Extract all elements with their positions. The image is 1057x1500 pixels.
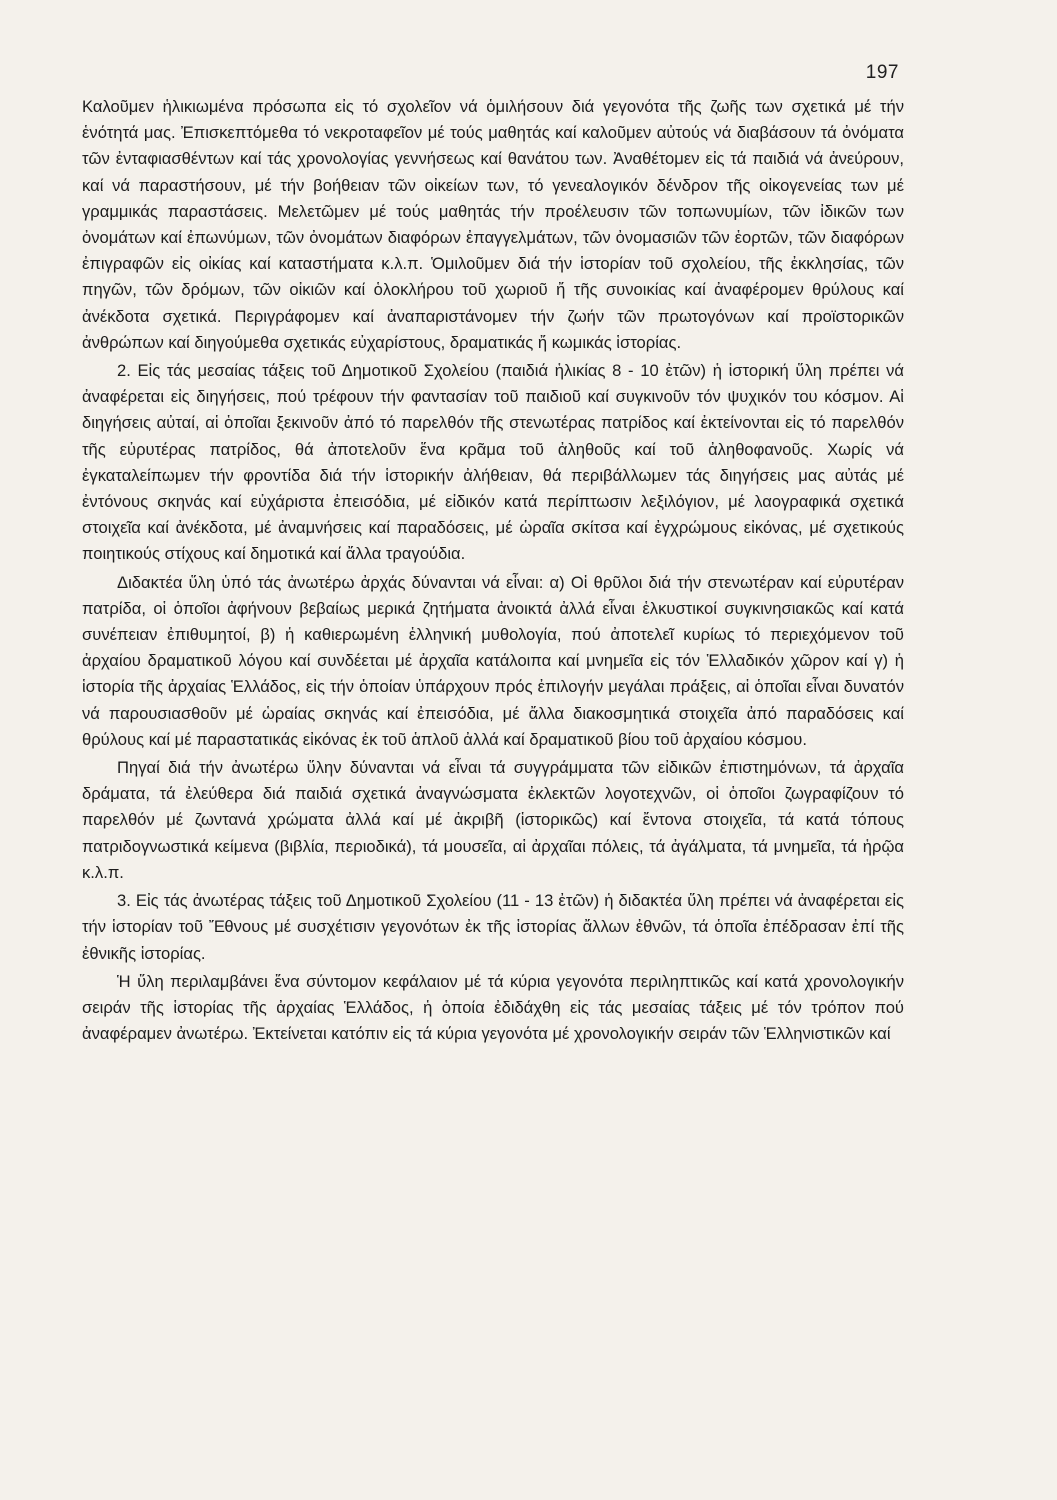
body-text bbox=[82, 94, 904, 1047]
paragraph-2: 2. Εἰς τάς μεσαίας τάξεις τοῦ Δημοτικοῦ Σχολείου (παιδιά ἡλικίας 8 - 10 ἐτῶν) ἡ ἱστορική ὕλη πρέπει νά ἀναφέρεται εἰς διηγήσεις, πού τρέφουν τήν φαντασίαν τοῦ παιδιοῦ καί συγκινοῦν τόν ψυχικόν του κόσμον. Αἱ διηγήσεις αὐταί, αἱ ὁποῖαι ξεκινοῦν ἀπό τό παρελθόν τῆς στενωτέρας πατρίδος καί ἐκτείνονται εἰς τό παρελθόν τῆς εὐρυτέρας πατρίδος, θά ἀποτελοῦν ἕνα κρᾶμα τοῦ ἀληθοῦς καί τοῦ ἀληθοφανοῦς. Χωρίς νά ἐγκαταλείπωμεν τήν φροντίδα διά τήν ἱστορικήν ἀλήθειαν, θά περιβάλλωμεν τάς διηγήσεις μας αὐτάς μέ ἐντόνους σκηνάς καί εὐχάριστα ἐπεισόδια, μέ εἰδικόν κατά περίπτωσιν λεξιλόγιον, μέ λαογραφικά σχετικά στοιχεῖα καί ἀνέκδοτα, μέ ἀναμνήσεις καί παραδόσεις, μέ ὡραῖα σκίτσα καί ἐγχρώμους εἰκόνας, μέ σχετικούς ποιητικούς στίχους καί δημοτικά καί ἄλλα τραγούδια. bbox=[82, 361, 904, 564]
paragraph-6: Ἡ ὕλη περιλαμβάνει ἕνα σύντομον κεφάλαιον μέ τά κύρια γεγονότα περιληπτικῶς καί κατά χρονολογικήν σειράν τῆς ἱστορίας τῆς ἀρχαίας Ἑλλάδος, ἡ ὁποία ἐδιδάχθη εἰς τάς μεσαίας τάξεις μέ τόν τρόπον πού ἀναφέραμεν ἀνωτέρω. Ἐκτείνεται κατόπιν εἰς τά κύρια γεγονότα μέ χρονολογικήν σειράν τῶν Ἑλληνιστικῶν καί bbox=[82, 971, 904, 1044]
paragraph-3: Διδακτέα ὕλη ὑπό τάς ἀνωτέρω ἀρχάς δύνανται νά εἶναι: α) Οἱ θρῦλοι διά τήν στενωτέραν καί εὐρυτέραν πατρίδα, οἱ ὁποῖοι ἀφήνουν βεβαίως μερικά ζητήματα ἀνοικτά ἀλλά εἶναι ἑλκυστικοί συγκινησιακῶς καί κατά συνέπειαν ἐπιθυμητοί, β) ἡ καθιερωμένη ἑλληνική μυθολογία, πού ἀποτελεῖ κυρίως τό περιεχόμενον τοῦ ἀρχαίου δραματικοῦ λόγου καί συνδέεται μέ ἀρχαῖα κατάλοιπα καί μνημεῖα εἰς τόν Ἑλλαδικόν χῶρον καί γ) ἡ ἱστορία τῆς ἀρχαίας Ἑλλάδος, εἰς τήν ὁποίαν ὑπάρχουν πρός ἐπιλογήν μεγάλαι πράξεις, αἱ ὁποῖαι εἶναι δυνατόν νά παρουσιασθοῦν μέ ὡραίας σκηνάς καί ἐπεισόδια, μέ ἄλλα διακοσμητικά στοιχεῖα ἀπό παραδόσεις καί θρύλους καί μέ παραστατικάς εἰκόνας ἐκ τοῦ ἁπλοῦ ἀλλά καί δραματικοῦ βίου τοῦ ἀρχαίου κόσμου. bbox=[82, 572, 904, 749]
page-number: 197 bbox=[865, 62, 899, 83]
paragraph-1: Καλοῦμεν ἡλικιωμένα πρόσωπα εἰς τό σχολεῖον νά ὁμιλήσουν διά γεγονότα τῆς ζωῆς των σχετικά μέ τήν ἑνότητά μας. Ἐπισκεπτόμεθα τό νεκροταφεῖον μέ τούς μαθητάς καί καλοῦμεν αὐτούς νά διαβάσουν τά ὀνόματα τῶν ἐνταφιασθέντων καί τάς χρονολογίας γεννήσεως καί θανάτου των. Ἀναθέτομεν εἰς τά παιδιά νά ἀνεύρουν, καί νά παραστήσουν, μέ τήν βοήθειαν τῶν οἰκείων των, τό γενεαλογικόν δένδρον τῆς οἰκογενείας των μέ γραμμικάς παραστάσεις. Μελετῶμεν μέ τούς μαθητάς τήν προέλευσιν τῶν τοπωνυμίων, τῶν ἰδικῶν των ὀνομάτων καί ἐπωνύμων, τῶν ὀνομάτων διαφόρων ἐπαγγελμάτων, τῶν ὀνομασιῶν τῶν ἑορτῶν, τῶν διαφόρων ἐπιγραφῶν εἰς οἰκίας καί καταστήματα κ.λ.π. Ὁμιλοῦμεν διά τήν ἱστορίαν τοῦ σχολείου, τῆς ἐκκλησίας, τῶν πηγῶν, τῶν δρόμων, τῶν οἰκιῶν καί ὁλοκλήρου τοῦ χωριοῦ ἤ τῆς συνοικίας καί ἀναφέρομεν θρύλους καί ἀνέκδοτα σχετικά. Περιγράφομεν καί ἀναπαριστάνομεν τήν ζωήν τῶν πρωτογόνων καί προϊστορικῶν ἀνθρώπων καί διηγούμεθα σχετικάς εὐχαρίστους, δραματικάς ἤ κωμικάς ἱστορίας. bbox=[82, 97, 904, 352]
paragraph-5: 3. Εἰς τάς ἀνωτέρας τάξεις τοῦ Δημοτικοῦ Σχολείου (11 - 13 ἐτῶν) ἡ διδακτέα ὕλη πρέπει νά ἀναφέρεται εἰς τήν ἱστορίαν τοῦ Ἔθνους μέ συσχέτισιν γεγονότων ἐκ τῆς ἱστορίας ἄλλων ἐθνῶν, τά ὁποῖα ἐπέδρασαν ἐπί τῆς ἐθνικῆς ἱστορίας. bbox=[82, 891, 904, 963]
paragraph-4: Πηγαί διά τήν ἀνωτέρω ὕλην δύνανται νά εἶναι τά συγγράμματα τῶν εἰδικῶν ἐπιστημόνων, τά ἀρχαῖα δράματα, τά ἐλεύθερα διά παιδιά σχετικά ἀναγνώσματα ἐκλεκτῶν λογοτεχνῶν, οἱ ὁποῖοι ζωγραφίζουν τό παρελθόν μέ ζωντανά χρώματα ἀλλά καί μέ ἀκριβῆ (ἱστορικῶς) καί ἔντονα στοιχεῖα, τά κατά τόπους πατριδογνωστικά κείμενα (βιβλία, περιοδικά), τά μουσεῖα, αἱ ἀρχαῖαι πόλεις, τά ἀγάλματα, τά μνημεῖα, τά ἡρῷα κ.λ.π. bbox=[82, 758, 904, 882]
